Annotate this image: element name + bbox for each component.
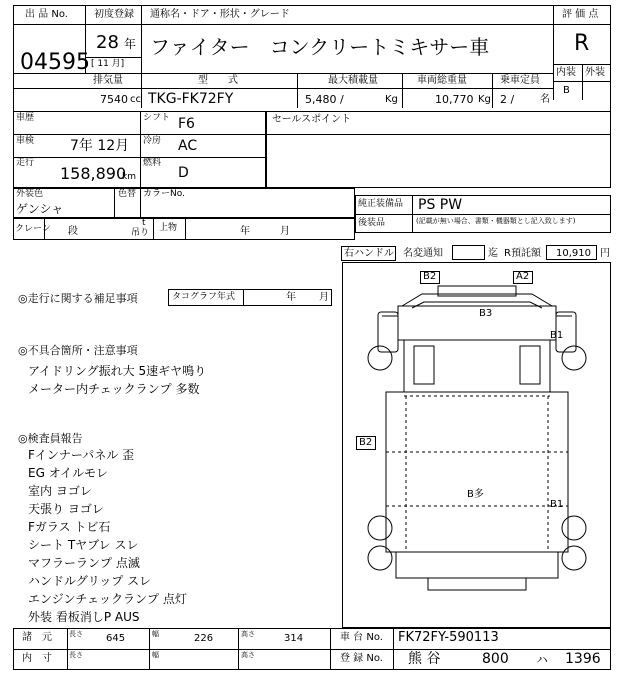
tacho-month: 月 bbox=[319, 292, 329, 303]
color-code-label: カラーNo. bbox=[143, 189, 185, 199]
gvw: 10,770 bbox=[435, 93, 474, 106]
width-label-2: 幅 bbox=[152, 651, 159, 659]
list-item: 外装 看板消しP AUS bbox=[28, 610, 140, 624]
list-item: ハンドルグリップ スレ bbox=[28, 574, 152, 588]
tacho-label: タコグラフ年式 bbox=[172, 292, 236, 302]
aircon: AC bbox=[178, 138, 198, 154]
aftermarket-note: (記載が無い場合、書類・機器類とし記入致します) bbox=[416, 217, 576, 225]
inspection-label: 車検 bbox=[16, 136, 35, 146]
crane-t: t bbox=[142, 218, 146, 228]
length: 645 bbox=[106, 633, 126, 644]
first-reg-label: 初度登録 bbox=[94, 9, 134, 20]
lot-no-label: 出 品 No. bbox=[25, 9, 68, 20]
defect-list bbox=[28, 362, 206, 398]
lot-no: 04595 bbox=[20, 50, 90, 75]
meter-middle: 迄 bbox=[488, 248, 498, 259]
first-reg-month: [ 11 月] bbox=[91, 59, 125, 69]
fuel-label: 燃料 bbox=[143, 158, 162, 168]
crane-year: 年 bbox=[240, 226, 250, 237]
width: 226 bbox=[194, 633, 214, 644]
first-reg-year-unit: 年 bbox=[124, 37, 137, 51]
shoin-label: 諸 元 bbox=[22, 632, 52, 643]
shift-label: シフト bbox=[143, 113, 171, 123]
vehicle-name: ファイター コンクリートミキサー車 bbox=[150, 35, 490, 59]
length-label: 長さ bbox=[69, 630, 83, 638]
reg-label: 登 録 No. bbox=[340, 653, 383, 664]
crane-hoist: 吊り bbox=[131, 228, 150, 238]
gvw-unit: Kg bbox=[478, 94, 491, 105]
diagram-mark: B1 bbox=[550, 499, 564, 510]
list-item: メーター内チェックランプ 多数 bbox=[28, 382, 200, 396]
inspector-list bbox=[28, 446, 187, 626]
height-label-2: 高さ bbox=[241, 651, 255, 659]
chassis: FK72FY-590113 bbox=[398, 630, 499, 645]
crane-dan: 段 bbox=[68, 226, 78, 237]
height-label: 高さ bbox=[241, 630, 255, 638]
diagram-mark: B1 bbox=[550, 330, 564, 341]
first-reg-year: 28 bbox=[96, 32, 119, 53]
max-load: 5,480 / bbox=[305, 93, 344, 106]
reg-place: 熊 谷 bbox=[408, 651, 441, 667]
equip: PS PW bbox=[418, 197, 463, 213]
naisun-label: 内 寸 bbox=[22, 653, 52, 664]
truck-diagram bbox=[342, 262, 611, 628]
displacement-unit: cc bbox=[130, 94, 141, 105]
list-item: Fガラス トビ石 bbox=[28, 520, 111, 534]
list-item: マフラーランプ 点滅 bbox=[28, 556, 140, 570]
gvw-label: 車両総重量 bbox=[417, 75, 467, 86]
displacement-label: 排気量 bbox=[93, 75, 123, 86]
list-item: Fインナーパネル 歪 bbox=[28, 448, 135, 462]
r-label: R預託額 bbox=[504, 248, 541, 259]
mileage-label: 走行 bbox=[16, 158, 35, 168]
max-load-label: 最大積載量 bbox=[328, 75, 378, 86]
length-label-2: 長さ bbox=[69, 651, 83, 659]
width-label: 幅 bbox=[152, 630, 159, 638]
r-value: 10,910 bbox=[556, 248, 591, 259]
meter-label: 名変通知 bbox=[403, 248, 443, 259]
crane-top: 上物 bbox=[159, 223, 178, 233]
vehicle-name-label: 通称名・ドア・形状・グレード bbox=[150, 9, 290, 20]
reg-class: 800 bbox=[482, 651, 509, 667]
model: TKG-FK72FY bbox=[148, 91, 234, 107]
aircon-label: 冷房 bbox=[143, 136, 162, 146]
sales-point-label: セールスポイント bbox=[272, 114, 352, 125]
inspection: 7年 12月 bbox=[70, 138, 130, 154]
list-item: 天張り ヨゴレ bbox=[28, 502, 104, 516]
history-label: 車歴 bbox=[16, 113, 35, 123]
capacity-unit: 名 bbox=[540, 94, 550, 105]
list-item: エンジンチェックランプ 点灯 bbox=[28, 592, 187, 606]
height: 314 bbox=[284, 633, 304, 644]
chassis-label: 車 台 No. bbox=[340, 632, 383, 643]
diagram-mark: B多 bbox=[467, 489, 484, 500]
capacity-label: 乗車定員 bbox=[500, 75, 540, 86]
displacement: 7540 bbox=[100, 93, 128, 106]
r-unit: 円 bbox=[600, 248, 610, 259]
list-item: シート Tヤブレ スレ bbox=[28, 538, 139, 552]
defect-title: ◎不具合箇所・注意事項 bbox=[18, 344, 138, 357]
list-item: EG オイルモレ bbox=[28, 466, 109, 480]
aftermarket-label: 後装品 bbox=[358, 218, 386, 228]
color: ゲンシャ bbox=[16, 202, 64, 216]
reg-kana: ハ bbox=[536, 653, 549, 667]
diagram-mark: B2 bbox=[359, 437, 373, 448]
grade: R bbox=[574, 31, 590, 56]
shift: F6 bbox=[178, 116, 195, 132]
tacho-year: 年 bbox=[286, 292, 296, 303]
diagram-mark: B2 bbox=[423, 271, 437, 282]
interior-grade: B bbox=[563, 85, 570, 96]
interior-label: 内装 bbox=[556, 67, 576, 78]
reg-num: 1396 bbox=[565, 651, 601, 667]
capacity: 2 / bbox=[500, 93, 515, 106]
grade-label: 評 価 点 bbox=[562, 9, 599, 20]
mileage-unit: km bbox=[122, 172, 136, 182]
handle: 右ハンドル bbox=[344, 248, 394, 259]
max-load-unit: Kg bbox=[385, 94, 398, 105]
diagram-mark: B3 bbox=[479, 308, 493, 319]
mileage: 158,890 bbox=[60, 164, 127, 183]
model-label: 型 式 bbox=[198, 75, 238, 86]
list-item: アイドリング振れ大 5速ギヤ鳴り bbox=[28, 364, 207, 378]
crane-label: クレーン bbox=[15, 224, 51, 234]
inspector-title: ◎検査員報告 bbox=[18, 432, 83, 445]
exterior-label: 外装 bbox=[585, 67, 605, 78]
list-item: 室内 ヨゴレ bbox=[28, 484, 92, 498]
equip-label: 純正装備品 bbox=[358, 199, 404, 209]
color-label: 外装色 bbox=[16, 189, 44, 199]
color-no-label: 色替 bbox=[118, 189, 137, 199]
fuel: D bbox=[178, 165, 189, 181]
crane-month: 月 bbox=[280, 226, 290, 237]
driving-title: ◎走行に関する補足事項 bbox=[18, 292, 138, 305]
diagram-mark: A2 bbox=[516, 271, 530, 282]
